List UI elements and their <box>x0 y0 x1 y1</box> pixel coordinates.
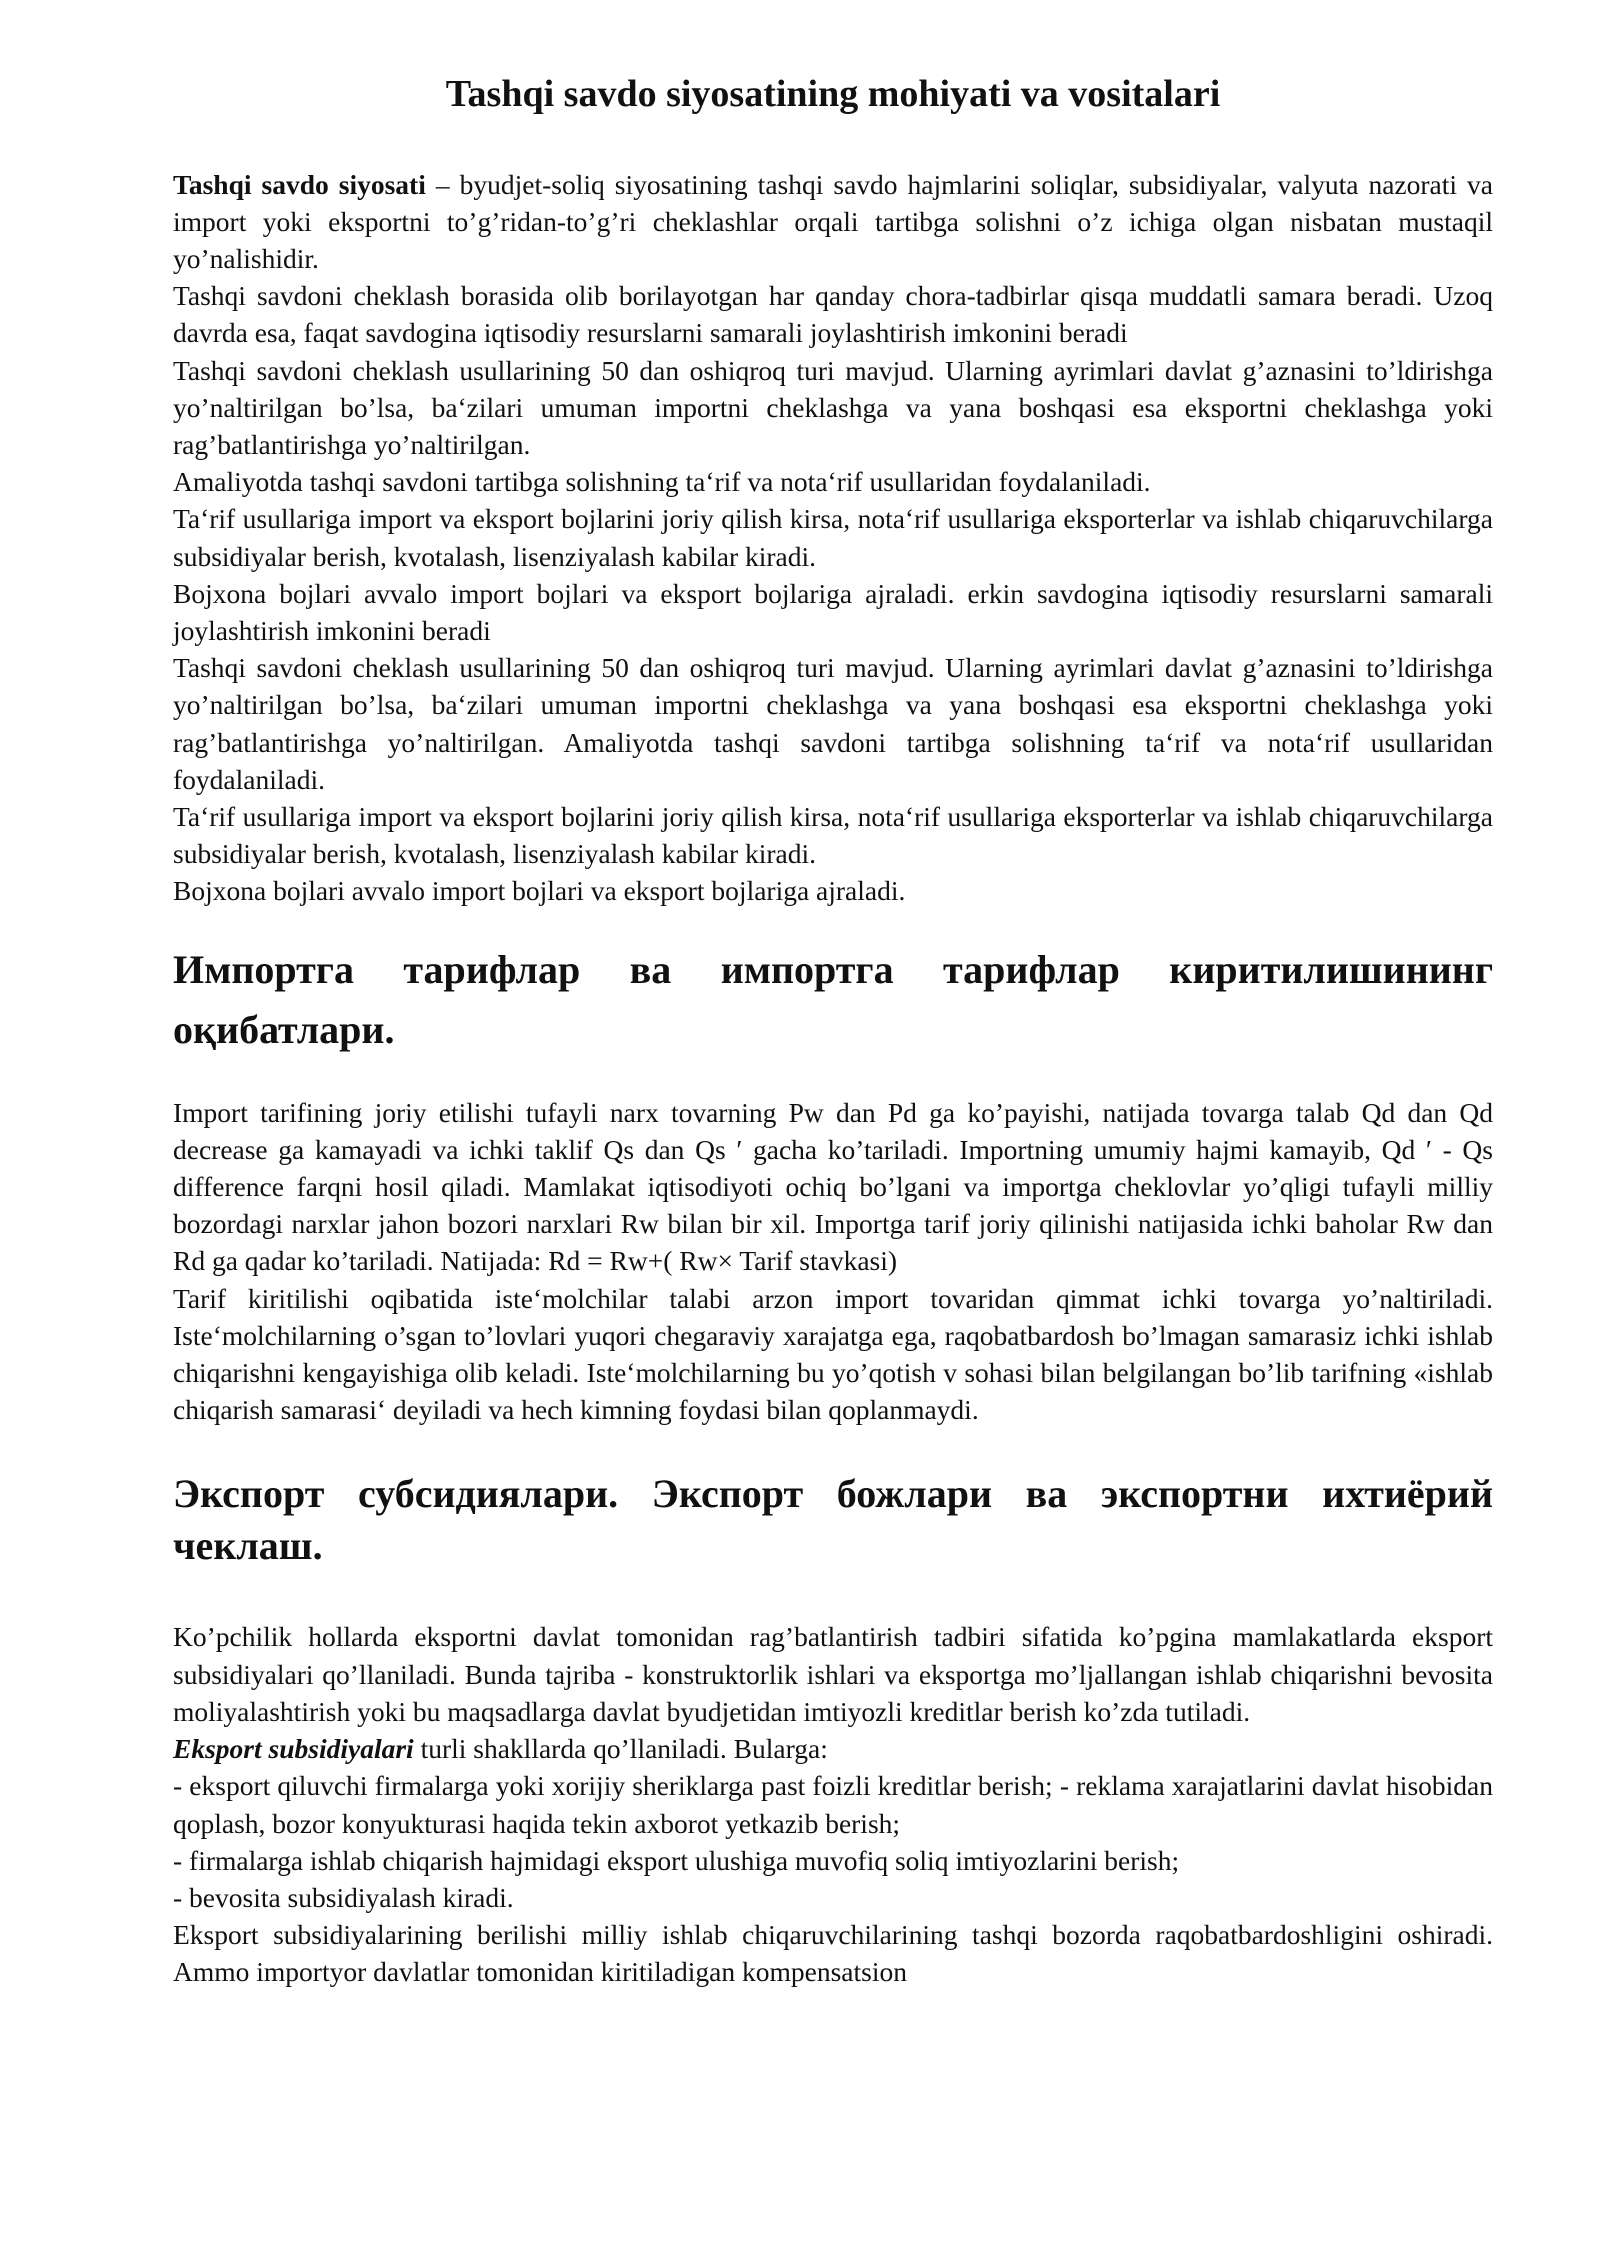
paragraph: Tashqi savdoni cheklash usullarining 50 dan oshiqroq turi mavjud. Ularning ayrimlari davlat g’aznasini to’ldirishga yo’naltirilgan bo’lsa, ba‘zilari umuman importni cheklashga va yana boshqasi esa eksportni cheklashga yoki rag’batlantirishga yo’naltirilgan. Amaliyotda tashqi savdoni tartibga solishning ta‘rif va nota‘rif usullaridan foydalaniladi. <box>173 652 1493 795</box>
final-paragraph: Eksport subsidiyalarining berilishi milliy ishlab chiqaruvchilarining tashqi bozorda raqobatbardoshligini oshiradi. Ammo importyor davlatlar tomonidan kiritiladigan kompensatsion <box>173 1919 1493 1988</box>
intro-text: – byudjet-soliq siyosatining tashqi savdo hajmlarini soliqlar, subsidiyalar, valyuta nazorati va import yoki eksportni to’g’ridan-to’g’ri cheklashlar orqali tartibga solishni o’z ichiga olgan nisbatan mustaqil yo’nalishidir. <box>173 168 1493 274</box>
paragraph: Ko’pchilik hollarda eksportni davlat tomonidan rag’batlantirish tadbiri sifatida ko’pgina mamlakatlarda eksport subsidiyalari qo’llaniladi. Bunda tajriba - konstruktorlik ishlari va eksportga mo’ljallangan ishlab chiqarishni bevosita moliyalashtirish yoki bu maqsadlarga davlat byudjetidan imtiyozli kreditlar berish ko’zda tutiladi. <box>173 1621 1493 1727</box>
paragraph: Tashqi savdoni cheklash usullarining 50 dan oshiqroq turi mavjud. Ularning ayrimlari davlat g’aznasini to’ldirishga yo’naltirilgan bo’lsa, ba‘zilari umuman importni cheklashga va yana boshqasi esa eksportni cheklashga yoki rag’batlantirishga yo’naltirilgan. <box>173 354 1493 461</box>
subsidy-paragraph <box>173 1730 1493 1767</box>
section-heading-import-tariffs: Импортга тарифлар ва импортга тарифлар киритилишининг оқибатлари. <box>173 946 1493 1052</box>
intro-paragraph <box>173 166 1493 278</box>
intro-term: Tashqi savdo siyosati <box>173 168 426 200</box>
paragraph: Tashqi savdoni cheklash borasida olib borilayotgan har qanday chora-tadbirlar qisqa muddatli samara beradi. Uzoq davrda esa, faqat savdogina iqtisodiy resurslarni samarali joylashtirish imkonini beradi <box>173 280 1493 349</box>
list-item: - bevosita subsidiyalash kiradi. <box>173 1881 514 1913</box>
document-title: Tashqi savdo siyosatining mohiyati va vositalari <box>445 73 1221 115</box>
subsidy-text: turli shakllarda qo’llaniladi. Bularga: <box>413 1733 828 1765</box>
section-export-subsidies <box>173 1468 1493 1990</box>
paragraph: Ta‘rif usullariga import va eksport bojlarini joriy qilish kirsa, nota‘rif usullariga eksporterlar va ishlab chiqaruvchilarga subsidiyalar berish, kvotalash, lisenziyalash kabilar kiradi. <box>173 801 1493 870</box>
paragraph: Bojxona bojlari avvalo import bojlari va eksport bojlariga ajraladi. <box>173 875 906 907</box>
paragraph: Amaliyotda tashqi savdoni tartibga solishning ta‘rif va nota‘rif usullaridan foydalaniladi. <box>173 466 1151 498</box>
list-item: - firmalarga ishlab chiqarish hajmidagi eksport ulushiga muvofiq soliq imtiyozlarini berish; <box>173 1844 1180 1876</box>
paragraph: Tarif kiritilishi oqibatida iste‘molchilar talabi arzon import tovaridan qimmat ichki tovarga yo’naltiriladi. Iste‘molchilarning o’sgan to’lovlari yuqori chegaraviy xarajatga ega, raqobatbardosh bo’lmagan samarasiz ichki ishlab chiqarishni kengayishiga olib keladi. Iste‘molchilarning bu yo’qotish v sohasi bilan belgilangan bo’lib tarifning «ishlab chiqarish samarasi‘ deyiladi va hech kimning foydasi bilan qoplanmaydi. <box>173 1282 1493 1426</box>
section-trade-policy <box>173 166 1493 910</box>
list-item: - eksport qiluvchi firmalarga yoki xorijiy sheriklarga past foizli kreditlar berish; - reklama xarajatlarini davlat hisobidan qoplash, bozor konyukturasi haqida tekin axborot yetkazib berish; <box>173 1770 1493 1839</box>
section-import-tariffs <box>173 940 1493 1429</box>
paragraph: Ta‘rif usullariga import va eksport bojlarini joriy qilish kirsa, nota‘rif usullariga eksporterlar va ishlab chiqaruvchilarga subsidiyalar berish, kvotalash, lisenziyalash kabilar kiradi. <box>173 503 1493 572</box>
paragraph: Bojxona bojlari avvalo import bojlari va eksport bojlariga ajraladi. erkin savdogina iqtisodiy resurslarni samarali joylashtirish imkonini beradi <box>173 577 1493 647</box>
subsidy-term: Eksport subsidiyalari <box>173 1733 414 1765</box>
paragraph: Import tarifining joriy etilishi tufayli narx tovarning Pw dan Pd ga ko’payishi, natijada tovarga talab Qd dan Qd decrease ga kamayadi va ichki taklif Qs dan Qs ′ gacha ko’tariladi. Importning umumiy hajmi kamayib, Qd ′ - Qs difference farqni hosil qiladi. Mamlakat iqtisodiyoti ochiq bo’lgani va importga cheklovlar yo’qligi tufayli milliy bozordagi narxlar jahon bozori narxlari Rw bilan bir xil. Importga tarif joriy qilinishi natijasida ichki baholar Rw dan Rd ga qadar ko’tariladi. Natijada: Rd = Rw+( Rw× Tarif stavkasi) <box>173 1096 1493 1277</box>
section-heading-export-subsidies: Экспорт субсидиялари. Экспорт божлари ва экспортни ихтиёрий чеклаш. <box>173 1471 1493 1569</box>
